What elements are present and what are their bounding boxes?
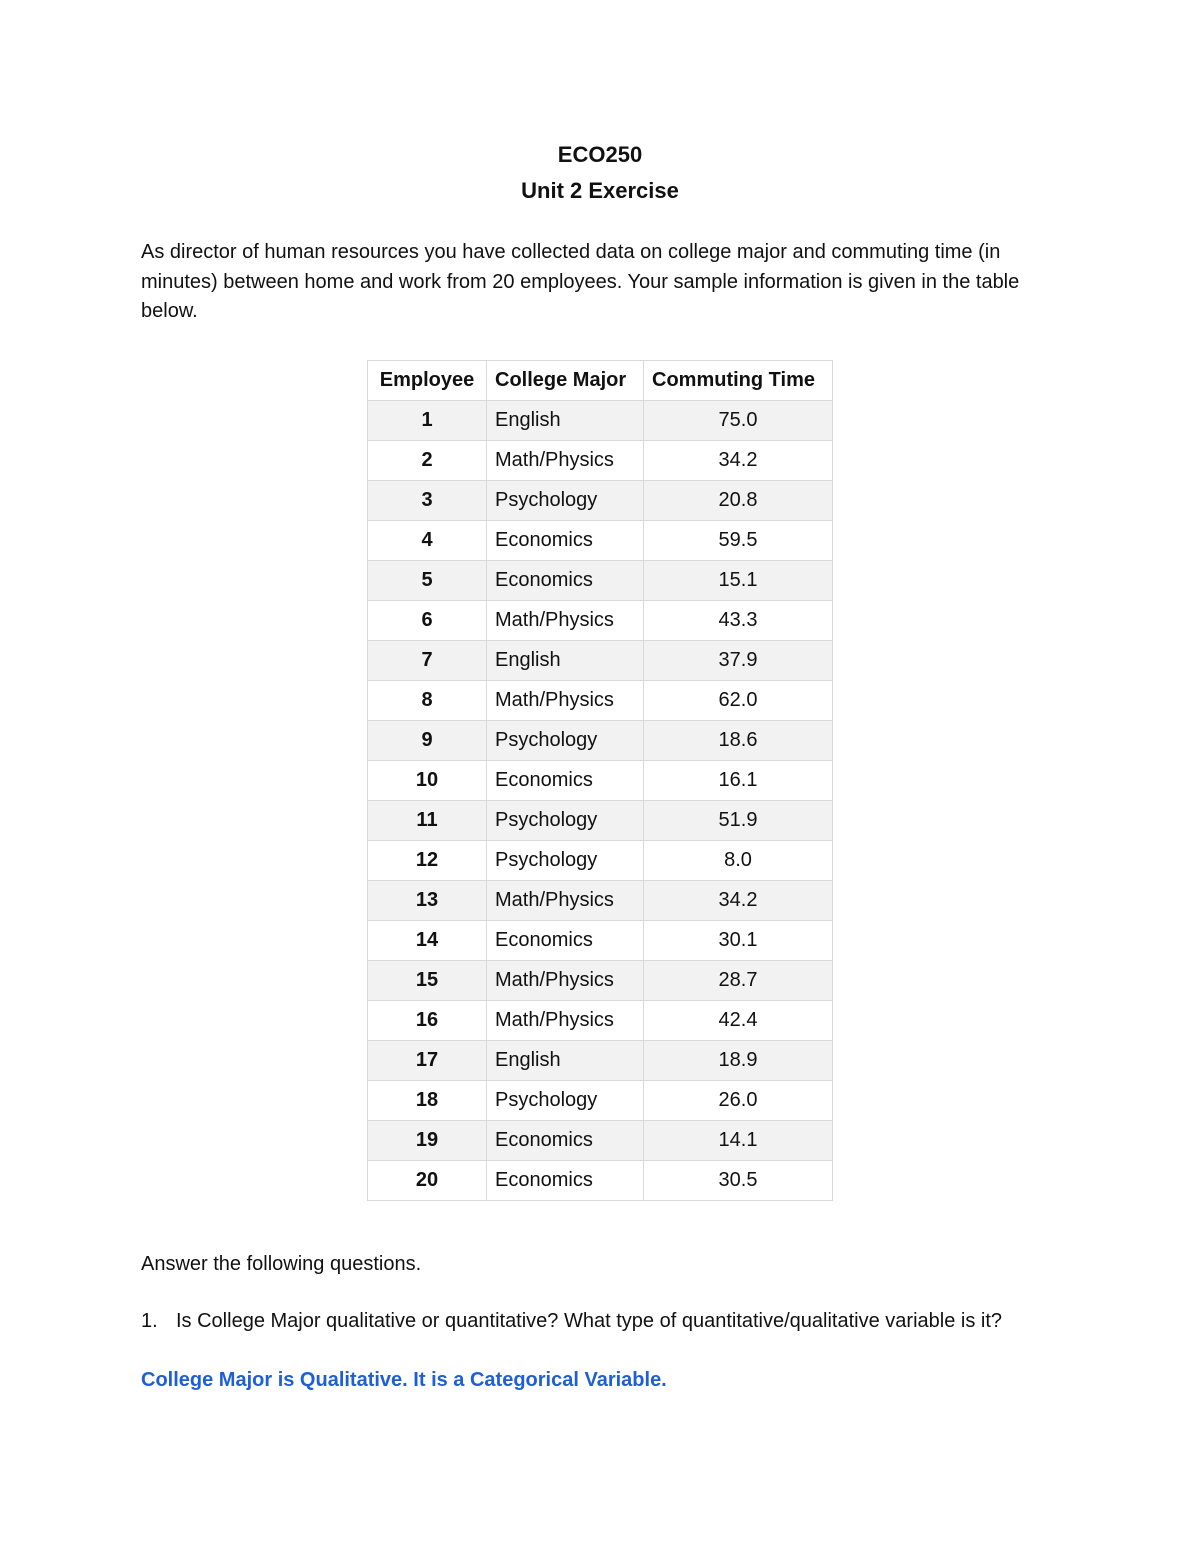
cell-employee: 14	[368, 921, 487, 961]
cell-commuting-time: 18.6	[644, 721, 833, 761]
table-row	[368, 681, 833, 721]
table-row	[368, 1121, 833, 1161]
cell-college-major: Psychology	[487, 721, 644, 761]
cell-commuting-time: 18.9	[644, 1041, 833, 1081]
employee-data-table	[367, 360, 833, 1201]
cell-commuting-time: 37.9	[644, 641, 833, 681]
table-row	[368, 961, 833, 1001]
cell-employee: 7	[368, 641, 487, 681]
table-row	[368, 521, 833, 561]
table-row	[368, 401, 833, 441]
table-row	[368, 561, 833, 601]
cell-commuting-time: 59.5	[644, 521, 833, 561]
table-row	[368, 1001, 833, 1041]
cell-commuting-time: 8.0	[644, 841, 833, 881]
cell-college-major: Economics	[487, 1161, 644, 1201]
cell-employee: 4	[368, 521, 487, 561]
cell-college-major: Math/Physics	[487, 881, 644, 921]
cell-commuting-time: 20.8	[644, 481, 833, 521]
table-row	[368, 921, 833, 961]
cell-employee: 1	[368, 401, 487, 441]
cell-commuting-time: 16.1	[644, 761, 833, 801]
cell-employee: 5	[368, 561, 487, 601]
cell-employee: 16	[368, 1001, 487, 1041]
cell-commuting-time: 26.0	[644, 1081, 833, 1121]
intro-paragraph: As director of human resources you have collected data on college major and commuting time (in minutes) between home and work from 20 employees. Your sample information is given in the table below.	[141, 241, 1020, 322]
cell-employee: 13	[368, 881, 487, 921]
cell-commuting-time: 43.3	[644, 601, 833, 641]
cell-employee: 9	[368, 721, 487, 761]
cell-college-major: Math/Physics	[487, 601, 644, 641]
cell-commuting-time: 15.1	[644, 561, 833, 601]
cell-commuting-time: 34.2	[644, 441, 833, 481]
table-row	[368, 1081, 833, 1121]
cell-college-major: Economics	[487, 1121, 644, 1161]
question-text: Is College Major qualitative or quantitative? What type of quantitative/qualitative variable is it?	[176, 1310, 1003, 1332]
header-college-major: College Major	[487, 361, 644, 401]
cell-college-major: Math/Physics	[487, 441, 644, 481]
question-number: 1.	[141, 1310, 158, 1332]
table-row	[368, 481, 833, 521]
cell-commuting-time: 51.9	[644, 801, 833, 841]
cell-employee: 2	[368, 441, 487, 481]
cell-college-major: Math/Physics	[487, 1001, 644, 1041]
question-1	[141, 1307, 1071, 1336]
exercise-title: Unit 2 Exercise	[521, 178, 679, 203]
cell-employee: 15	[368, 961, 487, 1001]
cell-commuting-time: 75.0	[644, 401, 833, 441]
cell-commuting-time: 34.2	[644, 881, 833, 921]
cell-college-major: English	[487, 641, 644, 681]
cell-employee: 8	[368, 681, 487, 721]
cell-college-major: Psychology	[487, 841, 644, 881]
cell-employee: 6	[368, 601, 487, 641]
cell-commuting-time: 42.4	[644, 1001, 833, 1041]
cell-employee: 18	[368, 1081, 487, 1121]
course-code: ECO250	[557, 142, 643, 167]
cell-college-major: Math/Physics	[487, 681, 644, 721]
table-row	[368, 801, 833, 841]
cell-employee: 12	[368, 841, 487, 881]
header-employee: Employee	[368, 361, 487, 401]
table-header-row	[368, 361, 833, 401]
cell-commuting-time: 30.5	[644, 1161, 833, 1201]
cell-college-major: English	[487, 401, 644, 441]
cell-college-major: Psychology	[487, 801, 644, 841]
cell-employee: 17	[368, 1041, 487, 1081]
cell-college-major: Psychology	[487, 1081, 644, 1121]
cell-employee: 10	[368, 761, 487, 801]
table-row	[368, 1161, 833, 1201]
cell-college-major: Psychology	[487, 481, 644, 521]
cell-college-major: Economics	[487, 761, 644, 801]
cell-college-major: Economics	[487, 561, 644, 601]
cell-college-major: English	[487, 1041, 644, 1081]
cell-college-major: Economics	[487, 921, 644, 961]
cell-college-major: Math/Physics	[487, 961, 644, 1001]
table-row	[368, 1041, 833, 1081]
cell-commuting-time: 28.7	[644, 961, 833, 1001]
questions-prompt: Answer the following questions.	[141, 1253, 422, 1275]
table-body	[368, 401, 833, 1201]
cell-college-major: Economics	[487, 521, 644, 561]
table-row	[368, 761, 833, 801]
answer-text: College Major is Qualitative. It is a Categorical Variable.	[141, 1369, 667, 1391]
table-row	[368, 881, 833, 921]
cell-employee: 3	[368, 481, 487, 521]
table-row	[368, 441, 833, 481]
cell-employee: 20	[368, 1161, 487, 1201]
cell-employee: 11	[368, 801, 487, 841]
table-row	[368, 721, 833, 761]
cell-employee: 19	[368, 1121, 487, 1161]
cell-commuting-time: 30.1	[644, 921, 833, 961]
table-row	[368, 841, 833, 881]
header-commuting-time: Commuting Time	[644, 361, 833, 401]
table-row	[368, 601, 833, 641]
cell-commuting-time: 62.0	[644, 681, 833, 721]
table-row	[368, 641, 833, 681]
cell-commuting-time: 14.1	[644, 1121, 833, 1161]
